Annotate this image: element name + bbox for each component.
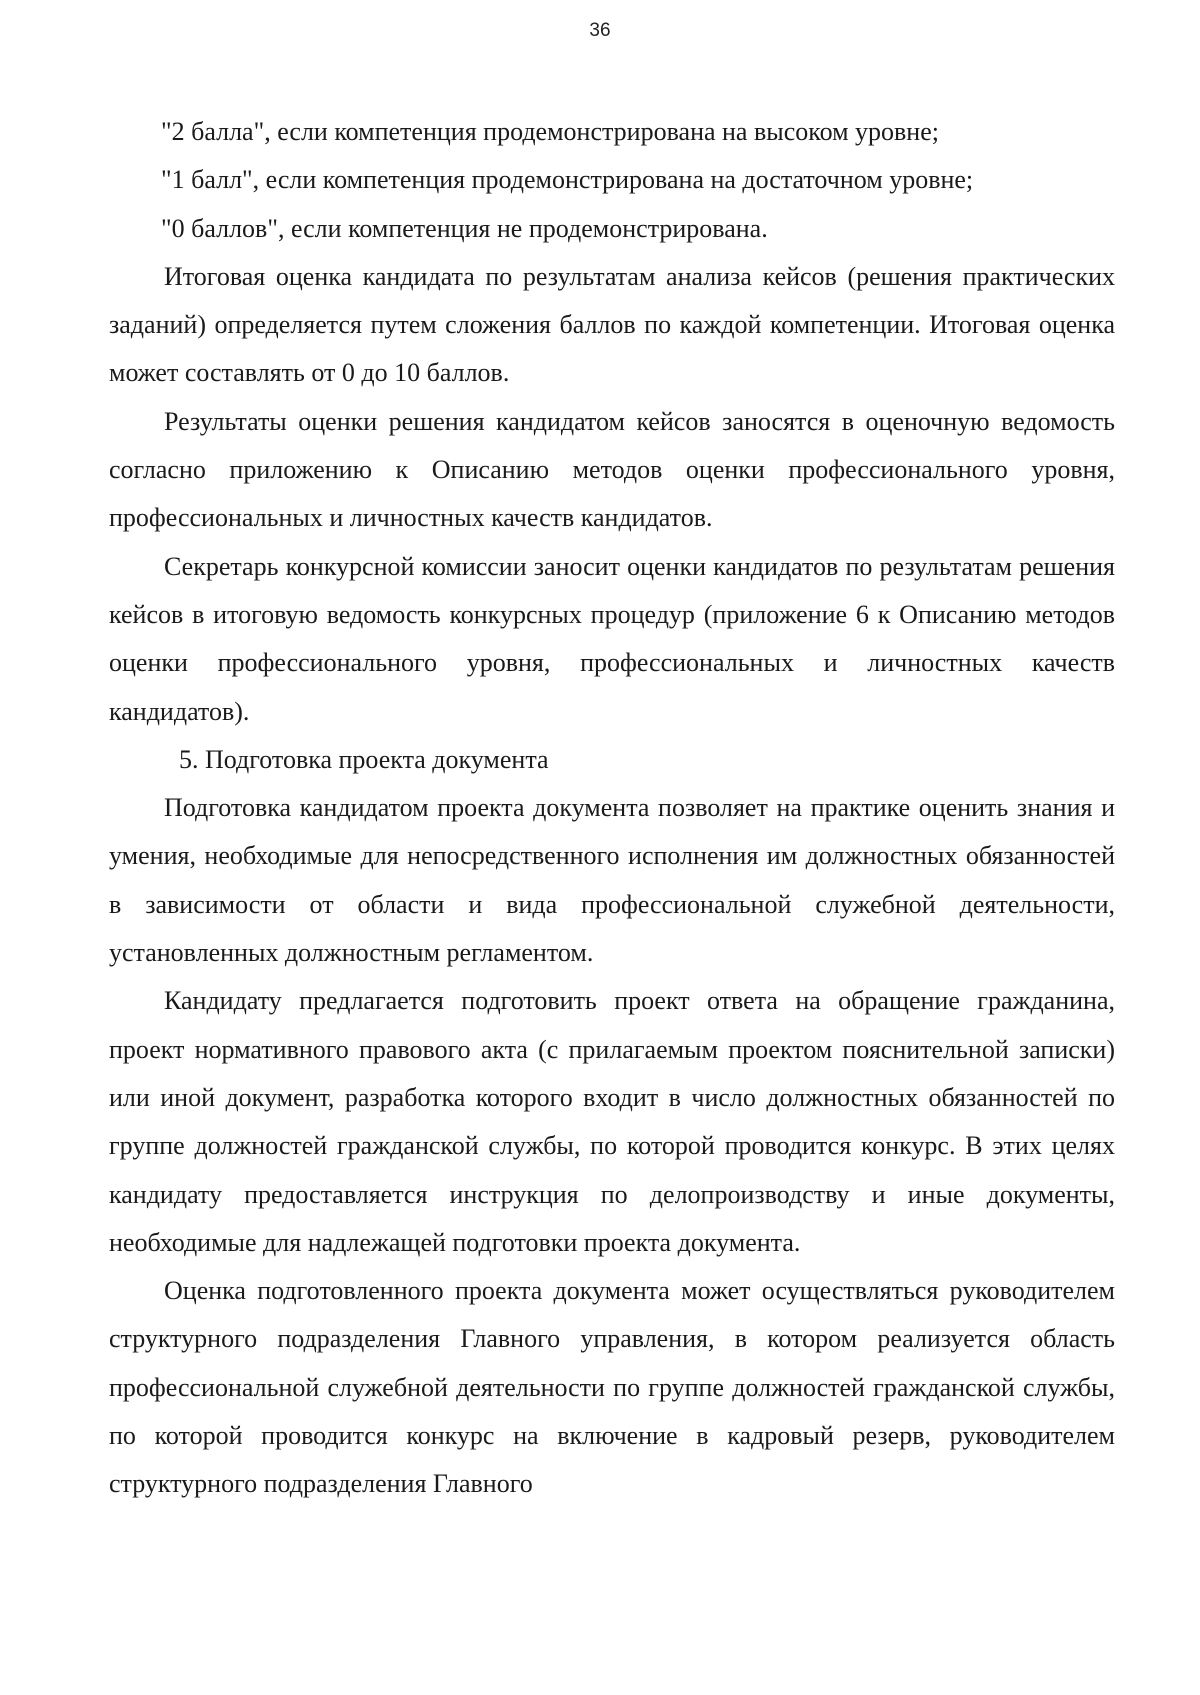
page-number: 36 [589, 20, 611, 41]
secretary-paragraph: Секретарь конкурсной комиссии заносит оценки кандидатов по результатам решения кейсов в итоговую ведомость конкурсных процедур (приложение 6 к Описанию методов оценки профессионального уровня, профессиональных и личностных качеств кандидатов). [109, 551, 1115, 726]
final-score-paragraph: Итоговая оценка кандидата по результатам анализа кейсов (решения практических заданий) определяется путем сложения баллов по каждой компетенции. Итоговая оценка может составлять от 0 до 10 баллов. [109, 261, 1115, 388]
document-body [109, 108, 1115, 1509]
evaluation-paragraph: Оценка подготовленного проекта документа может осуществляться руководителем структурного подразделения Главного управления, в котором реализуется область профессиональной служебной деятельности по группе должностей гражданской службы, по которой проводится конкурс на включение в кадровый резерв, руководителем структурного подразделения Главного [109, 1276, 1115, 1499]
candidate-task-paragraph: Кандидату предлагается подготовить проект ответа на обращение гражданина, проект нормативного правового акта (с прилагаемым проектом пояснительной записки) или иной документ, разработка которого входит в число должностных обязанностей по группе должностей гражданской службы, по которой проводится конкурс. В этих целях кандидату предоставляется инструкция по делопроизводству и иные документы, необходимые для надлежащей подготовки проекта документа. [109, 986, 1115, 1257]
score-0-paragraph: "0 баллов", если компетенция не продемонстрирована. [161, 213, 768, 243]
score-1-paragraph: "1 балл", если компетенция продемонстрирована на достаточном уровне; [161, 165, 974, 195]
document-preparation-paragraph: Подготовка кандидатом проекта документа позволяет на практике оценить знания и умения, необходимые для непосредственного исполнения им должностных обязанностей в зависимости от области и вида профессиональной служебной деятельности, установленных должностным регламентом. [109, 793, 1115, 968]
score-2-paragraph: "2 балла", если компетенция продемонстрирована на высоком уровне; [161, 117, 939, 146]
results-record-paragraph: Результаты оценки решения кандидатом кейсов заносятся в оценочную ведомость согласно приложению к Описанию методов оценки профессионального уровня, профессиональных и личностных качеств кандидатов. [109, 406, 1115, 533]
section-heading: 5. Подготовка проекта документа [179, 744, 549, 774]
